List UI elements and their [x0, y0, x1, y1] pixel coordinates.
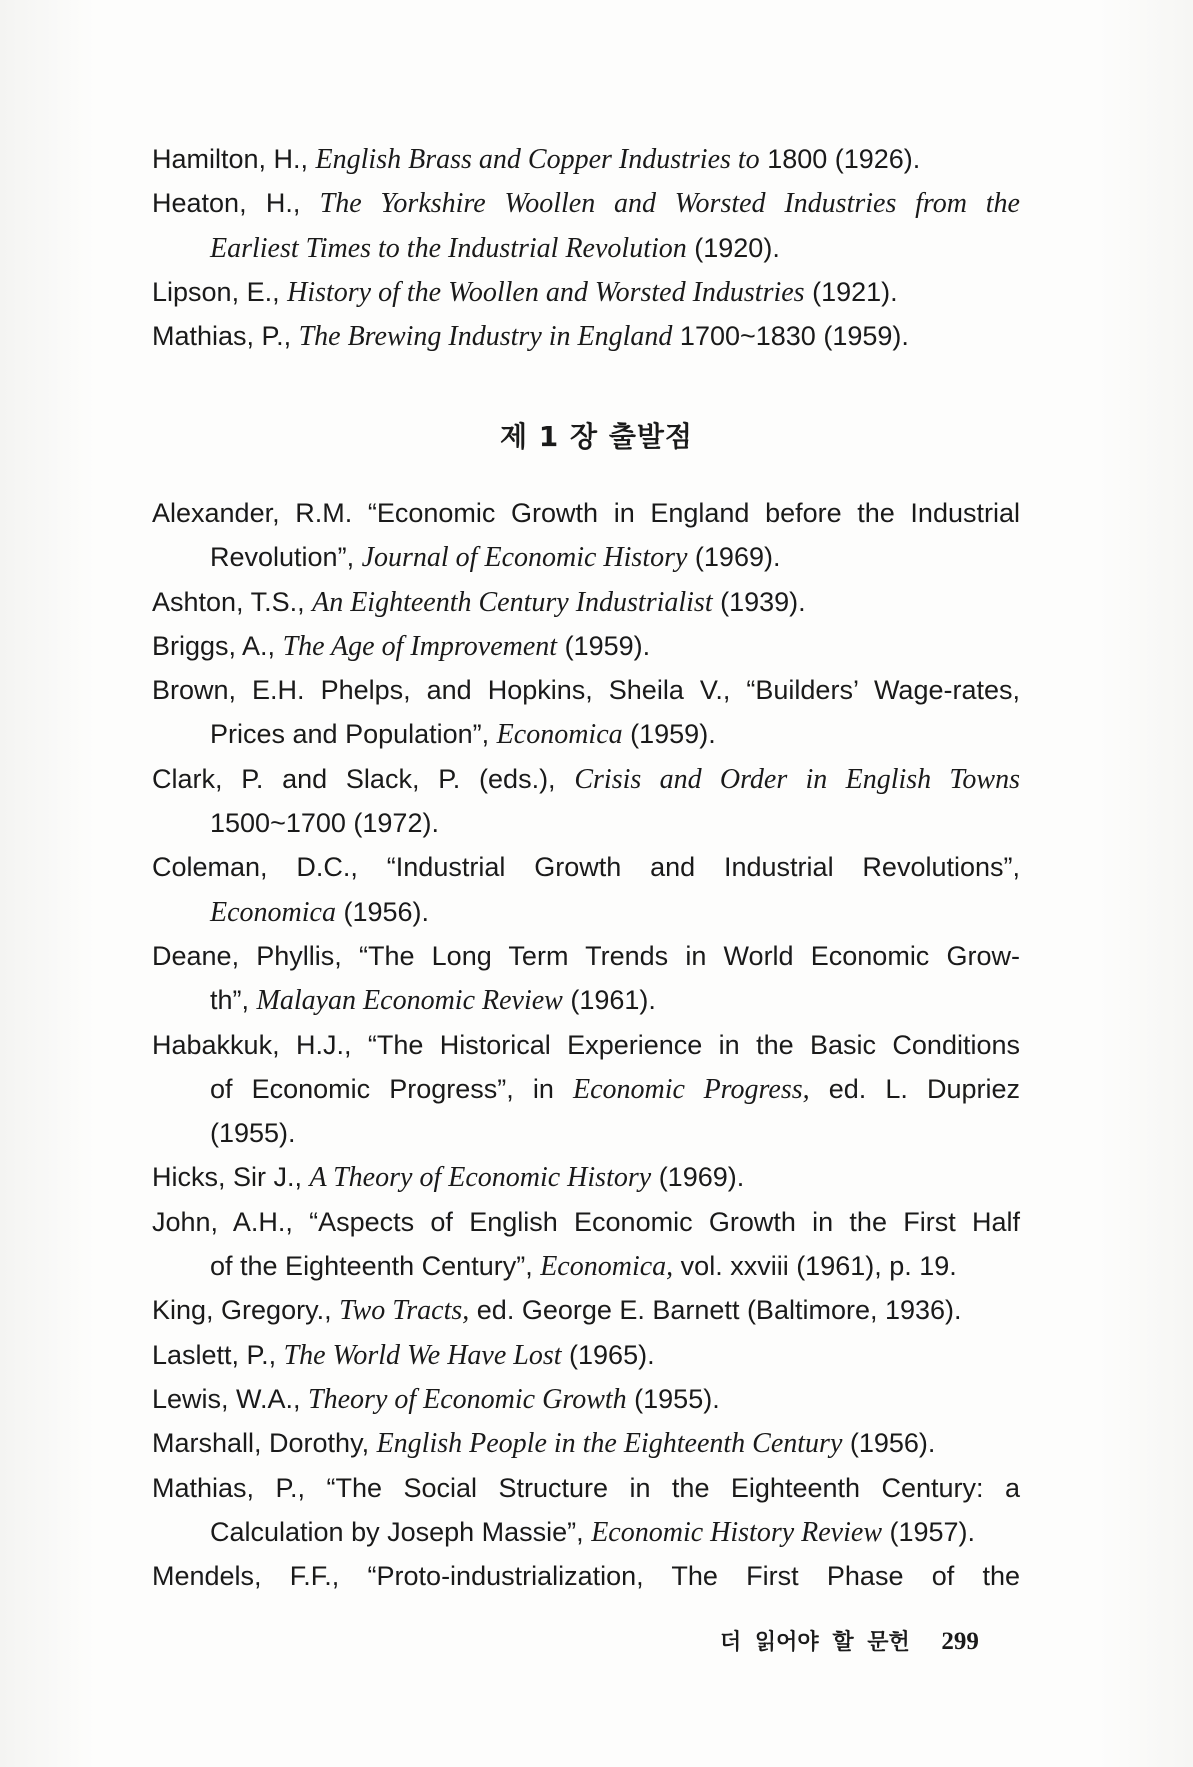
page-footer	[720, 1625, 979, 1656]
citation-text: Calculation by Joseph Massie”,	[210, 1516, 592, 1547]
citation-text: (1959).	[557, 630, 651, 661]
citation-text: Laslett, P.,	[152, 1339, 284, 1370]
citation-text: Heaton, H.,	[152, 188, 320, 219]
citation-text: Revolution”,	[210, 542, 362, 573]
citation-text: (1965).	[561, 1339, 655, 1370]
citation-text: Lewis, W.A.,	[152, 1383, 309, 1414]
bibliography-entry	[152, 270, 1020, 314]
bibliography-entry	[152, 668, 1020, 757]
work-title: Malayan Economic Review	[256, 985, 563, 1017]
citation-text: Prices and Population”,	[210, 719, 497, 750]
bibliography-entry	[152, 1466, 1020, 1555]
entry-line	[152, 845, 1020, 889]
entry-line	[152, 1155, 1020, 1199]
citation-text: 1500~1700 (1972).	[210, 808, 439, 839]
bibliography-entry	[152, 491, 1020, 580]
work-title: English People in the Eighteenth Century	[376, 1428, 843, 1460]
citation-text: Hamilton, H.,	[152, 144, 316, 174]
citation-text: Clark, P. and Slack, P. (eds.),	[152, 763, 575, 794]
citation-text: Briggs, A.,	[152, 630, 283, 661]
bibliography-entry	[152, 934, 1020, 1023]
entry-line	[152, 535, 1020, 579]
entry-line	[152, 1244, 1020, 1288]
entry-line	[152, 137, 1020, 181]
entry-line	[152, 1377, 1020, 1421]
entry-line	[152, 1333, 1020, 1377]
work-title: Journal of Economic History	[361, 542, 688, 574]
citation-text: Alexander, R.M. “Economic Growth in England before the Industrial	[152, 498, 1020, 528]
citation-text: John, A.H., “Aspects of English Economic Growth in the First Half	[152, 1206, 1020, 1237]
bibliography-entry	[152, 1155, 1020, 1199]
entry-line	[152, 491, 1020, 535]
citation-text: Brown, E.H. Phelps, and Hopkins, Sheila V., “Builders’ Wage-rates,	[152, 675, 1020, 706]
bibliography-entry	[152, 845, 1020, 934]
entry-line	[152, 181, 1020, 225]
citation-text: (1920).	[686, 232, 780, 263]
citation-text: (1955).	[626, 1383, 720, 1414]
entry-line	[152, 934, 1020, 978]
citation-text: (1955).	[210, 1118, 296, 1149]
work-title: Economic Progress,	[573, 1073, 810, 1105]
entry-line	[152, 1111, 1020, 1155]
citation-text: (1956).	[335, 896, 430, 927]
bibliography-entry	[152, 137, 1020, 181]
bibliography-entry	[152, 624, 1020, 668]
citation-text: (1969).	[687, 542, 781, 573]
bibliography-entry	[152, 1554, 1020, 1598]
entry-line	[152, 757, 1020, 801]
entry-line	[152, 890, 1020, 934]
running-title: 더 읽어야 할 문헌	[720, 1630, 910, 1655]
work-title: History of the Woollen and Worsted Industries	[287, 276, 805, 308]
work-title: English Brass and Copper Industries to	[315, 144, 760, 175]
bibliography-entry	[152, 1377, 1020, 1421]
citation-text: 1800 (1926).	[759, 144, 921, 174]
bibliography-entry	[152, 1023, 1020, 1156]
citation-text: King, Gregory.,	[152, 1295, 340, 1326]
citation-text: (1939).	[712, 586, 806, 617]
page-number: 299	[941, 1628, 979, 1655]
entry-line	[152, 1200, 1020, 1244]
entry-line	[152, 314, 1020, 358]
citation-text: of Economic Progress”, in	[210, 1073, 574, 1104]
citation-text: Marshall, Dorothy,	[152, 1428, 377, 1459]
bibliography-entry	[152, 1421, 1020, 1465]
citation-text: ed. L. Dupriez	[809, 1073, 1021, 1104]
entry-line	[152, 624, 1020, 668]
work-title: The Brewing Industry in England	[298, 321, 673, 353]
citation-text: Habakkuk, H.J., “The Historical Experience in the Basic Conditions	[152, 1029, 1020, 1060]
entry-line	[152, 270, 1020, 314]
bibliography-entry	[152, 1333, 1020, 1377]
entry-line	[152, 712, 1020, 756]
citation-text: Deane, Phyllis, “The Long Term Trends in World Economic Grow-	[152, 940, 1020, 971]
entry-line	[152, 1421, 1020, 1465]
citation-text: ed. George E. Barnett (Baltimore, 1936).	[469, 1295, 962, 1326]
citation-text: (1969).	[651, 1162, 745, 1193]
work-title: Crisis and Order in English Towns	[574, 763, 1020, 795]
entry-line	[152, 668, 1020, 712]
work-title: The Age of Improvement	[282, 630, 558, 662]
bibliography-list-chapter-1	[152, 491, 1020, 1598]
citation-text: th”,	[210, 985, 257, 1016]
work-title: Theory of Economic Growth	[308, 1383, 627, 1415]
entry-line	[152, 226, 1020, 270]
bibliography-list-general	[152, 137, 1020, 358]
work-title: A Theory of Economic History	[309, 1162, 652, 1194]
bibliography-entry	[152, 757, 1020, 846]
work-title: The Yorkshire Woollen and Worsted Industries from the	[319, 188, 1020, 220]
entry-line	[152, 1510, 1020, 1554]
citation-text: Coleman, D.C., “Industrial Growth and Industrial Revolutions”,	[152, 852, 1020, 883]
bibliography-entry	[152, 580, 1020, 624]
entry-line	[152, 580, 1020, 624]
entry-line	[152, 978, 1020, 1022]
bibliography-entry	[152, 1288, 1020, 1332]
work-title: Two Tracts,	[339, 1295, 470, 1327]
citation-text: (1959).	[622, 719, 716, 750]
citation-text: Mathias, P., “The Social Structure in the Eighteenth Century: a	[152, 1472, 1020, 1503]
citation-text: (1957).	[882, 1516, 976, 1547]
citation-text: Ashton, T.S.,	[152, 586, 313, 617]
chapter-heading: 제 1 장 출발점	[500, 420, 693, 453]
work-title: Economica	[496, 719, 623, 751]
citation-text: Lipson, E.,	[152, 276, 288, 307]
entry-line	[152, 1466, 1020, 1510]
citation-text: Mendels, F.F., “Proto-industrialization, The First Phase of the	[152, 1561, 1020, 1592]
work-title: Economica	[210, 896, 336, 928]
bibliography-entry	[152, 314, 1020, 358]
citation-text: (1956).	[842, 1428, 936, 1459]
work-title: Economica,	[540, 1251, 674, 1283]
work-title: The World We Have Lost	[283, 1339, 562, 1371]
entry-line	[152, 1023, 1020, 1067]
work-title: An Eighteenth Century Industrialist	[312, 586, 713, 618]
bibliography-entry	[152, 181, 1020, 270]
entry-line	[152, 1554, 1020, 1598]
citation-text: 1700~1830 (1959).	[672, 321, 909, 352]
citation-text: (1921).	[804, 276, 898, 307]
citation-text: Mathias, P.,	[152, 321, 299, 352]
work-title: Earliest Times to the Industrial Revolution	[210, 232, 687, 264]
entry-line	[152, 1288, 1020, 1332]
work-title: Economic History Review	[591, 1516, 882, 1548]
citation-text: of the Eighteenth Century”,	[210, 1251, 541, 1282]
citation-text: (1961).	[562, 985, 656, 1016]
bibliography-entry	[152, 1200, 1020, 1289]
citation-text: vol. xxviii (1961), p. 19.	[673, 1251, 957, 1282]
entry-line	[152, 1067, 1020, 1111]
citation-text: Hicks, Sir J.,	[152, 1162, 310, 1193]
entry-line	[152, 801, 1020, 845]
